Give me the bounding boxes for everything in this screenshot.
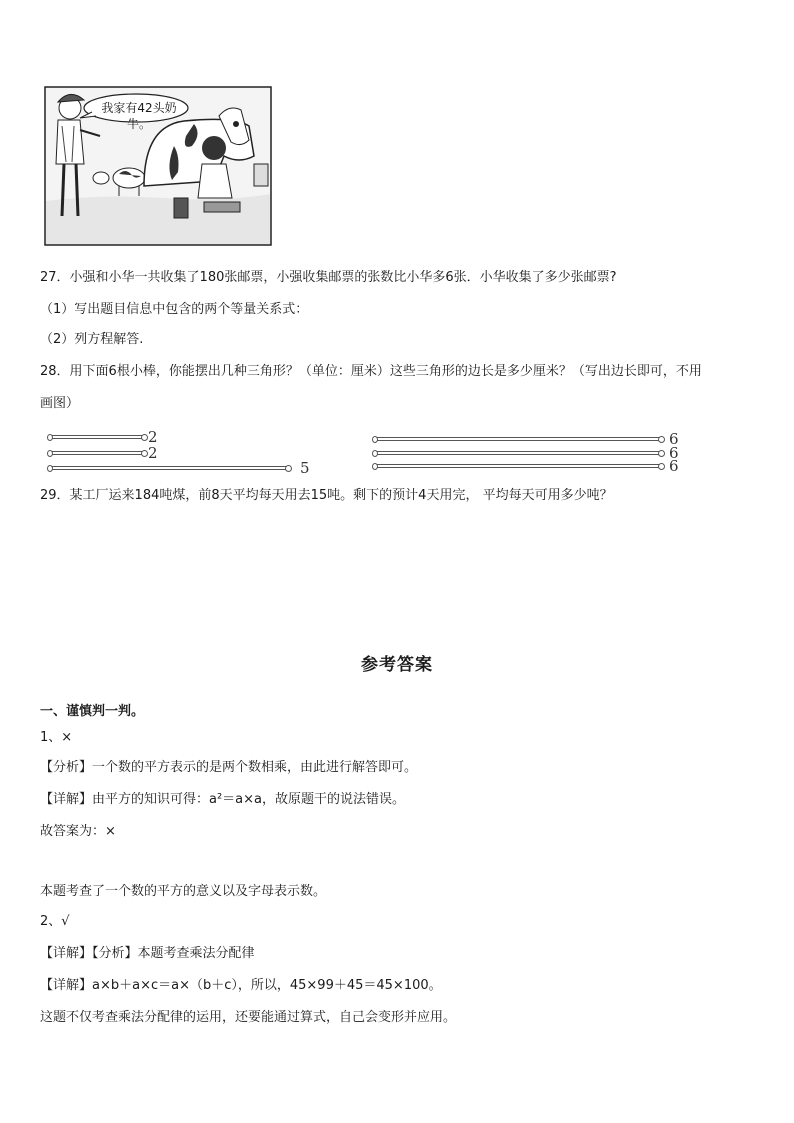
answer-1-analysis: 【分析】一个数的平方表示的是两个数相乘，由此进行解答即可。 [40,760,418,775]
stick-left-3-length: 5 [300,459,310,477]
stick-right-1 [374,437,662,441]
question-27-part-2: （2）列方程解答. [40,332,144,347]
stick-left-1 [49,435,145,439]
cow-milking-illustration [44,86,272,246]
answers-title: 参考答案 [361,655,433,675]
stick-left-1-length: 2 [148,428,158,446]
stick-left-2-length: 2 [148,444,158,462]
answer-2-note: 这题不仅考查乘法分配律的运用，还要能通过算式，自己会变形并应用。 [40,1010,457,1025]
speech-bubble-text: 我家有42头奶牛。 [101,101,177,131]
answer-2-analysis: 【详解】【分析】本题考查乘法分配律 [40,946,255,961]
answer-2-head: 2、√ [40,914,70,929]
question-29: 29．某工厂运来184吨煤，前8天平均每天用去15吨。剩下的预计4天用完， 平均每天可用多少吨？ [40,488,613,503]
question-27-part-1: （1）写出题目信息中包含的两个等量关系式： [40,302,309,317]
answer-1-final: 故答案为：× [40,824,116,839]
answer-2-detail: 【详解】a×b＋a×c＝a×（b＋c），所以，45×99＋45＝45×100。 [40,978,442,993]
answer-1-note: 本题考查了一个数的平方的意义以及字母表示数。 [40,884,327,899]
stick-right-3 [374,464,662,468]
question-27: 27．小强和小华一共收集了180张邮票，小强收集邮票的张数比小华多6张．小华收集了多少张邮票? [40,270,617,285]
question-28-line-2: 画图） [40,396,80,411]
stick-left-3 [49,466,289,470]
stick-right-2 [374,451,662,455]
stick-right-2-length: 6 [669,444,679,462]
stick-right-1-length: 6 [669,430,679,448]
answer-1-detail: 【详解】由平方的知识可得：a²＝a×a，故原题干的说法错误。 [40,792,406,807]
question-28-line-1: 28．用下面6根小棒，你能摆出几种三角形？（单位：厘米）这些三角形的边长是多少厘米？（写出边长即可，不用 [40,364,702,379]
section-heading: 一、谨慎判一判。 [40,704,145,719]
answer-1-head: 1、× [40,730,73,745]
stick-left-2 [49,451,145,455]
stick-right-3-length: 6 [669,457,679,475]
